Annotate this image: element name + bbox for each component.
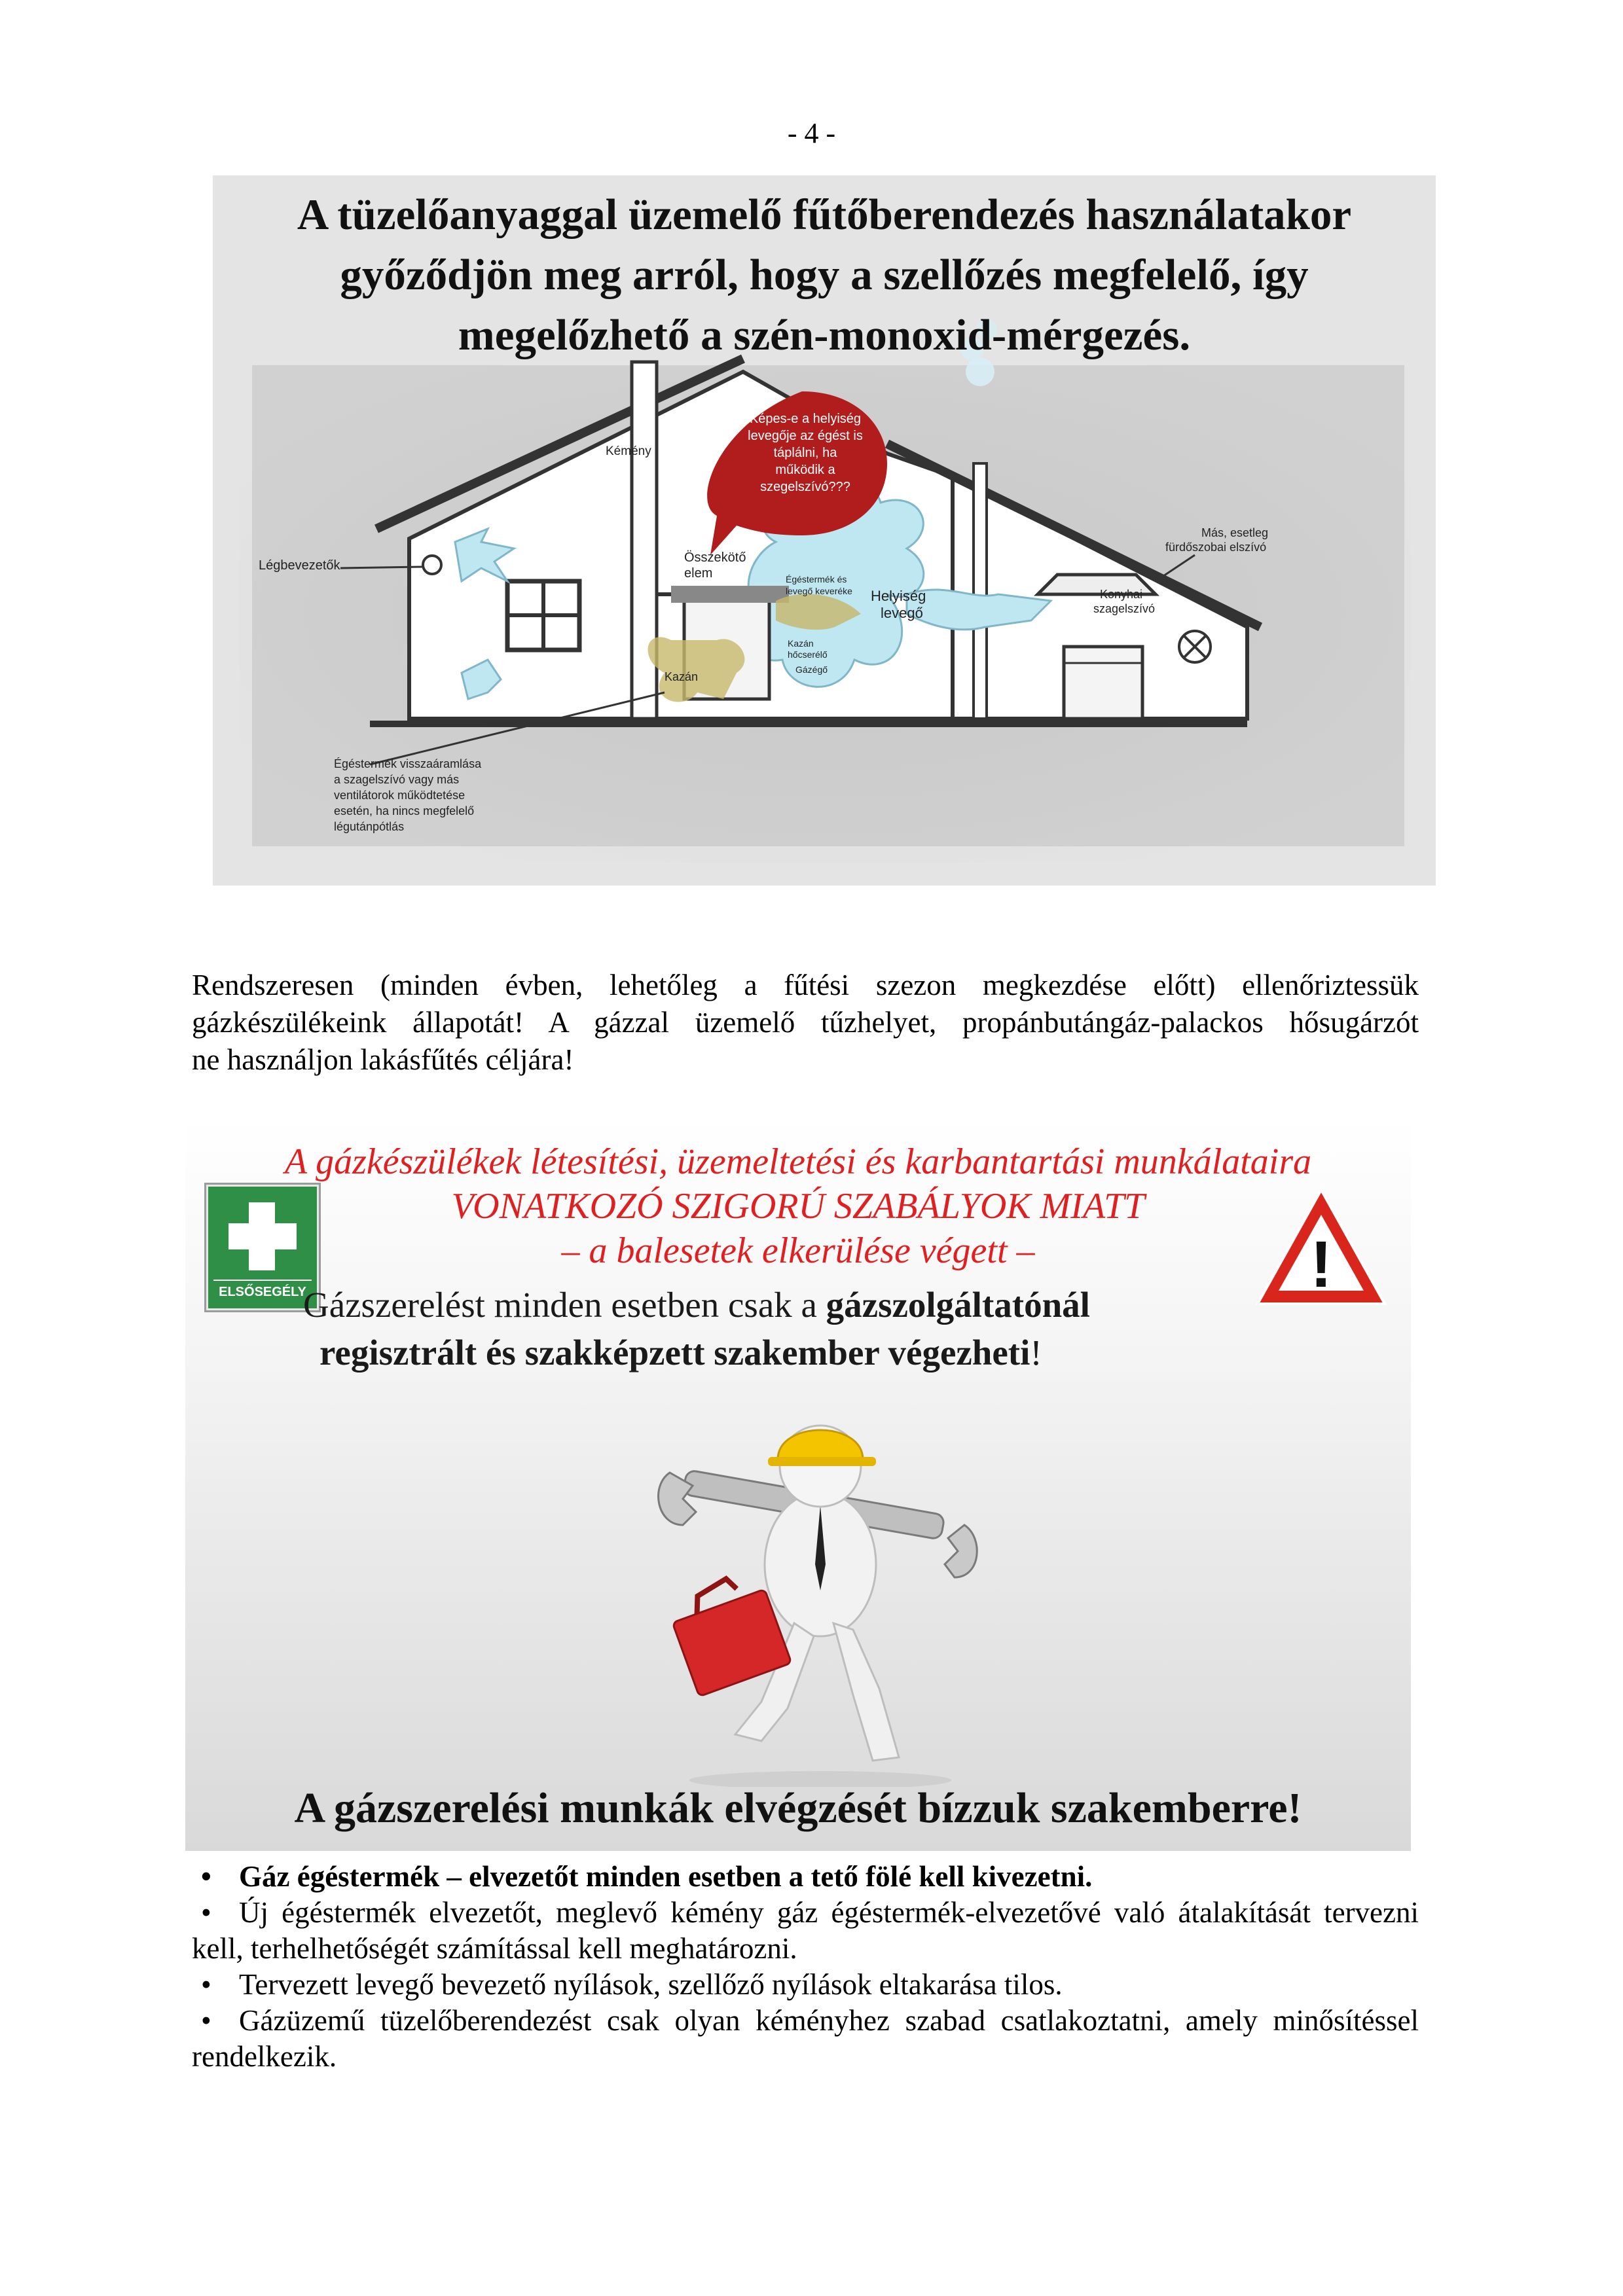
label-konyhai-1: Konyhai: [1100, 588, 1143, 601]
figure1-title-line-3: megelőzhető a szén-monoxid-mérgezés.: [458, 311, 1191, 359]
figure1-title-line-1: A tüzelőanyaggal üzemelő fűtőberendezés használatakor: [297, 190, 1352, 239]
poster-line-2: [319, 1332, 1042, 1373]
label-visszaaramlas-5: légutánpótlás: [334, 820, 405, 833]
label-legbevezetok: Légbevezetők: [259, 558, 340, 573]
bullet-dot: •: [201, 1968, 211, 2001]
label-osszekoto-1: Összekötő: [684, 550, 746, 565]
label-kazan: Kazán: [665, 670, 699, 683]
air-inlet: [423, 556, 441, 574]
list-item: [192, 1895, 1419, 1967]
first-aid-sign-icon: [206, 1185, 319, 1310]
label-konyhai-2: szagelszívó: [1093, 602, 1156, 615]
paragraph-line-3: ne használjon lakásfűtés céljára!: [192, 1043, 574, 1076]
poster-red-line-2: VONATKOZÓ SZIGORÚ SZABÁLYOK MIATT: [451, 1186, 1145, 1227]
label-kazan-hocserelo-1: Kazán: [788, 638, 814, 649]
label-kevereke-2: levegő keveréke: [786, 586, 852, 596]
label-visszaaramlas-1: Égéstermék visszaáramlása: [334, 757, 482, 770]
label-kevereke-1: Égéstermék és: [786, 574, 847, 584]
poster-line-1-bold: gázszolgáltatónál: [826, 1285, 1090, 1325]
label-kemeny: Kémény: [606, 444, 651, 458]
stove: [1064, 647, 1142, 719]
poster-line-2-plain: !: [1030, 1333, 1042, 1372]
label-visszaaramlas-2: a szagelszívó vagy más: [334, 773, 460, 786]
bullet-3-line-1: Tervezett levegő bevezető nyílások, szellőző nyílások eltakarása tilos.: [239, 1968, 1063, 2001]
label-mas-2: fürdőszobai elszívó: [1165, 541, 1267, 554]
first-aid-label: ELSŐSEGÉLY: [213, 1280, 312, 1300]
bubble-line-2: levegője az égést is: [748, 429, 863, 443]
poster-line-1: [303, 1284, 1090, 1325]
hard-hat-icon: [778, 1430, 863, 1460]
label-mas-1: Más, esetleg: [1201, 526, 1269, 539]
bullet-dot: •: [201, 1896, 211, 1929]
poster-line-1-plain: Gázszerelést minden esetben csak a: [303, 1285, 826, 1325]
ventilation-infographic: [213, 175, 1436, 886]
warning-triangle-icon: [1252, 1185, 1390, 1309]
label-helyiseg-1: Helyiség: [871, 588, 926, 604]
body-paragraph: [192, 967, 1419, 1079]
bubble-line-3: táplálni, ha: [773, 446, 837, 460]
label-osszekoto-2: elem: [684, 566, 713, 581]
paragraph-line-1: Rendszeresen (minden évben, lehetőleg a fűtési szezon megkezdése előtt) ellenőriztessük: [192, 969, 1419, 1001]
bubble-line-4: működik a: [775, 463, 835, 477]
bullet-list: [192, 1859, 1419, 2075]
label-gazego: Gázégő: [795, 664, 828, 675]
bullet-4-line-2: rendelkezik.: [192, 2040, 337, 2073]
poster-bottom-caption: A gázszerelési munkák elvégzését bízzuk szakemberre!: [294, 1784, 1302, 1832]
poster-red-line-1: A gázkészülékek létesítési, üzemeltetési és karbantartási munkálataira: [284, 1141, 1312, 1182]
figure1-title: [213, 185, 1436, 365]
warning-exclamation: !: [1310, 1228, 1332, 1301]
chimney: [632, 362, 657, 719]
poster-line-2-bold: regisztrált és szakképzett szakember végezheti: [319, 1333, 1030, 1372]
page-number: - 4 -: [787, 117, 836, 149]
bullet-1-line-1: Gáz égéstermék – elvezetőt minden esetben a tető fölé kell kivezetni.: [239, 1860, 1093, 1893]
label-kazan-hocserelo-2: hőcserélő: [788, 649, 828, 660]
paragraph-line-2: gázkészülékeink állapotát! A gázzal üzemelő tűzhelyet, propánbutángáz-palackos hősugárzót: [192, 1006, 1419, 1039]
poster-red-line-3: – a balesetek elkerülése végett –: [561, 1230, 1035, 1271]
label-helyiseg-2: levegő: [881, 605, 923, 621]
bubble-line-5: szegelszívó???: [760, 480, 850, 494]
bullet-2-line-1: Új égéstermék elvezetőt, meglevő kémény gáz égéstermék-elvezetővé való átalakítását tervezni: [239, 1896, 1419, 1929]
bubble-line-1: Képes-e a helyiség: [749, 412, 862, 426]
bullet-dot: •: [201, 2004, 211, 2037]
bullet-dot: •: [201, 1860, 211, 1893]
worker-figure-illustration: [657, 1394, 984, 1787]
list-item: [192, 1967, 1419, 2003]
list-item: [192, 2003, 1419, 2075]
label-visszaaramlas-3: ventilátorok működtetése: [334, 789, 465, 802]
bullet-2-line-2: kell, terhelhetőségét számítással kell meghatározni.: [192, 1932, 797, 1965]
figure1-title-line-2: győződjön meg arról, hogy a szellőzés megfelelő, így: [340, 251, 1309, 299]
label-visszaaramlas-4: esetén, ha nincs megfelelő: [334, 804, 475, 817]
gas-safety-poster: [185, 1119, 1411, 1851]
list-item: [192, 1859, 1419, 1895]
bullet-4-line-1: Gázüzemű tüzelőberendezést csak olyan kéményhez szabad csatlakoztatni, amely minősítéssel: [239, 2004, 1419, 2037]
